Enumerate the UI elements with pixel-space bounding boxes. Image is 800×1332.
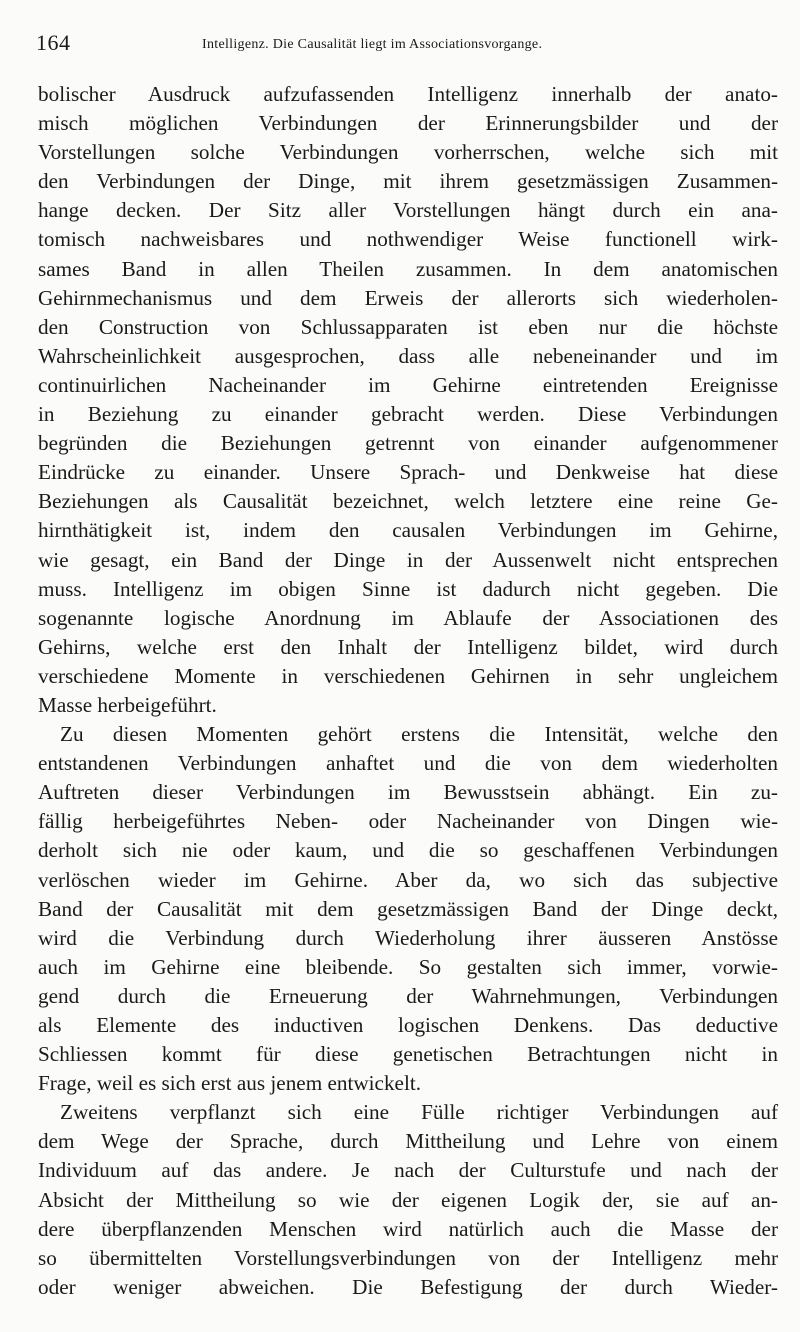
text-line: auch im Gehirne eine bleibende. So gestalten sich immer, vorwie-: [38, 954, 778, 979]
text-line: gend durch die Erneuerung der Wahrnehmungen, Verbindungen: [38, 983, 778, 1008]
text-line: bolischer Ausdruck aufzufassenden Intelligenz innerhalb der anato-: [38, 82, 778, 106]
text-line: fällig herbeigeführtes Neben- oder Nacheinander von Dingen wie-: [38, 809, 778, 834]
text-line: Beziehungen als Causalität bezeichnet, welch letztere eine reine Ge-: [38, 489, 778, 514]
text-line: dem Wege der Sprache, durch Mittheilung und Lehre von einem: [38, 1129, 778, 1154]
text-line: Vorstellungen solche Verbindungen vorherrschen, welche sich mit: [38, 140, 778, 165]
text-line: als Elemente des inductiven logischen Denkens. Das deductive: [38, 1013, 778, 1037]
text-line: Absicht der Mittheilung so wie der eigenen Logik der, sie auf an-: [38, 1187, 778, 1212]
text-line: oder weniger abweichen. Die Befestigung der durch Wieder-: [38, 1274, 778, 1299]
text-line: sames Band in allen Theilen zusammen. In dem anatomischen: [38, 256, 778, 281]
text-line: Wahrscheinlichkeit ausgesprochen, dass alle nebeneinander und im: [38, 343, 778, 368]
text-line: Gehirns, welche erst den Inhalt der Intelligenz bildet, wird durch: [38, 634, 778, 659]
text-line: Band der Causalität mit dem gesetzmässigen Band der Dinge deckt,: [38, 896, 778, 921]
text-line: verschiedene Momente in verschiedenen Gehirnen in sehr ungleichem: [38, 663, 778, 688]
text-line: verlöschen wieder im Gehirne. Aber da, wo sich das subjective: [38, 867, 778, 892]
text-line: entstandenen Verbindungen anhaftet und die von dem wiederholten: [38, 751, 778, 776]
text-line: Eindrücke zu einander. Unsere Sprach- und Denkweise hat diese: [38, 460, 778, 485]
text-line: hirnthätigkeit ist, indem den causalen Verbindungen im Gehirne,: [38, 518, 778, 543]
text-line: Schliessen kommt für diese genetischen Betrachtungen nicht in: [38, 1042, 778, 1067]
text-line: Auftreten dieser Verbindungen im Bewusstsein abhängt. Ein zu-: [38, 780, 778, 805]
text-line: den Construction von Schlussapparaten ist eben nur die höchste: [38, 314, 778, 339]
running-head: [36, 30, 780, 60]
text-line: Masse herbeigeführt.: [38, 692, 217, 717]
text-line: dere überpflanzenden Menschen wird natürlich auch die Masse der: [38, 1216, 778, 1241]
text-line: hange decken. Der Sitz aller Vorstellungen hängt durch ein ana-: [38, 198, 778, 223]
text-line: Frage, weil es sich erst aus jenem entwickelt.: [38, 1071, 422, 1096]
page-number: 164: [36, 30, 71, 55]
text-line: derholt sich nie oder kaum, und die so geschaffenen Verbindungen: [38, 838, 778, 863]
text-line: Gehirnmechanismus und dem Erweis der allerorts sich wiederholen-: [38, 285, 778, 310]
text-line: muss. Intelligenz im obigen Sinne ist dadurch nicht gegeben. Die: [38, 576, 778, 601]
paragraph: [38, 720, 778, 1098]
body-text: [38, 80, 778, 1302]
text-line: begründen die Beziehungen getrennt von einander aufgenommener: [38, 431, 778, 456]
text-line: misch möglichen Verbindungen der Erinnerungsbilder und der: [38, 111, 778, 136]
text-line: so übermittelten Vorstellungsverbindungen von der Intelligenz mehr: [38, 1245, 778, 1270]
text-line: Individuum auf das andere. Je nach der Culturstufe und nach der: [38, 1158, 778, 1183]
text-line: den Verbindungen der Dinge, mit ihrem gesetzmässigen Zusammen-: [38, 169, 778, 194]
paragraph: [38, 1098, 778, 1302]
text-line: sogenannte logische Anordnung im Ablaufe der Associationen des: [38, 605, 778, 630]
text-line: wie gesagt, ein Band der Dinge in der Aussenwelt nicht entsprechen: [38, 547, 778, 572]
text-line: Zweitens verpflanzt sich eine Fülle richtiger Verbindungen auf: [60, 1100, 778, 1125]
text-line: continuirlichen Nacheinander im Gehirne eintretenden Ereignisse: [38, 372, 778, 397]
text-line: wird die Verbindung durch Wiederholung ihrer äusseren Anstösse: [38, 925, 778, 950]
text-line: Zu diesen Momenten gehört erstens die Intensität, welche den: [60, 722, 778, 747]
text-line: tomisch nachweisbares und nothwendiger Weise functionell wirk-: [38, 227, 778, 252]
running-title: Intelligenz. Die Causalität liegt im Associationsvorgange.: [202, 37, 543, 52]
text-line: in Beziehung zu einander gebracht werden. Diese Verbindungen: [38, 402, 778, 427]
paragraph: [38, 80, 778, 720]
